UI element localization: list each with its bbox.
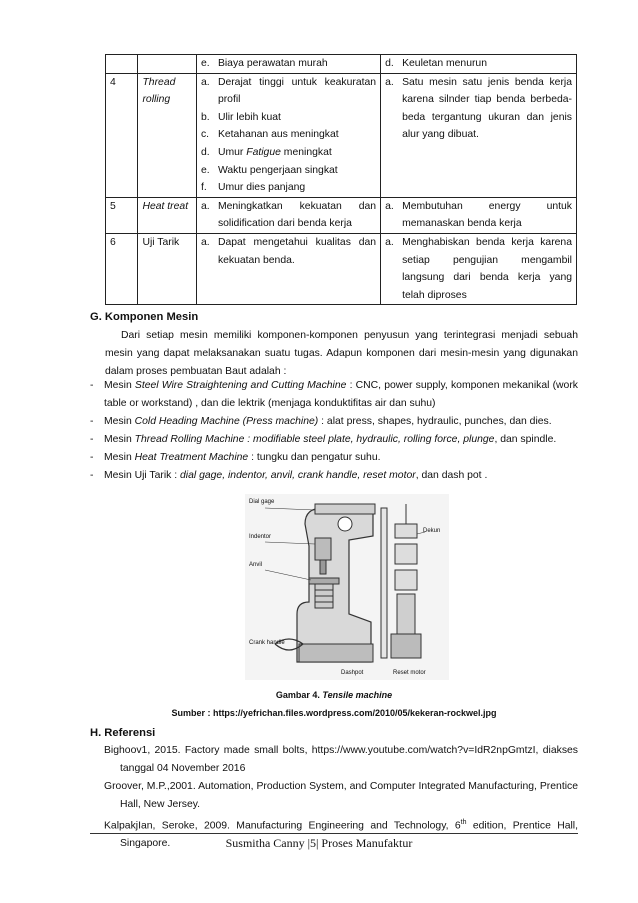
section-heading-g: G. Komponen Mesin xyxy=(90,311,199,323)
list-marker: d. xyxy=(385,58,394,69)
tensile-machine-illustration xyxy=(245,494,449,680)
figure-label: Anvil xyxy=(249,562,263,568)
advantage-item: Biaya perawatan murah xyxy=(217,58,328,69)
disadvantage-item: Membutuhan energy untuk memanaskan benda kerja xyxy=(402,200,572,230)
figure-label: Dashpot xyxy=(341,670,364,676)
component-list xyxy=(90,377,578,485)
process-name: Uji Tarik xyxy=(138,233,196,304)
section-g-intro: Dari setiap mesin memiliki komponen-komponen penyusun yang terintegrasi menjadi sebuah mesin yang dapat melaksanakan suatu tugas. Adapun komponen dari mesin-mesin yang digunakan dalam proses pembuatan Baut adalah : xyxy=(105,330,578,377)
list-item: - Mesin Heat Treatment Machine : tungku dan pengatur suhu. xyxy=(90,452,381,463)
table-row xyxy=(106,233,577,304)
figure-caption: Gambar 4. Tensile machine xyxy=(275,690,393,700)
figure-label: Crank handle xyxy=(249,640,285,646)
advantages-cell: a. Dapat mengetahui kualitas dan kekuatan benda. xyxy=(196,233,380,304)
disadvantages-cell: a. Menghabiskan benda kerja karena setiap pengujian mengambil langsung dari benda kerja yang telah diproses xyxy=(381,233,577,304)
figure-label: Dekun xyxy=(423,528,441,534)
advantage-item: Ketahanan aus meningkat xyxy=(217,129,339,141)
disadvantage-item: Keuletan menurun xyxy=(402,58,487,69)
advantage-item: Umur Fatigue meningkat xyxy=(217,146,332,158)
advantage-item: Meningkatkan kekuatan dan solidification dari benda kerja xyxy=(217,200,377,230)
figure-label: Reset motor xyxy=(393,670,426,676)
process-name: Heat treat xyxy=(138,197,196,233)
advantages-cell: a. Meningkatkan kekuatan dan solidification dari benda kerja xyxy=(196,197,380,233)
table-row xyxy=(106,197,577,233)
table-row xyxy=(106,73,577,197)
list-item: - Mesin Steel Wire Straightening and Cutting Machine : CNC, power supply, komponen mekanikal (work table or workstand) , dan die lektrik (menjaga konduktifitas air dan suhu) xyxy=(90,380,578,409)
tensile-machine-figure xyxy=(245,494,449,680)
disadvantages-cell: a. Membutuhan energy untuk memanaskan benda kerja xyxy=(381,197,577,233)
process-name: Thread rolling xyxy=(138,73,196,197)
list-item: - Mesin Uji Tarik : dial gage, indentor, anvil, crank handle, reset motor, dan dash pot . xyxy=(90,470,488,481)
disadvantage-item: Satu mesin satu jenis benda kerja karena silnder tiap benda berbeda-beda tergantung ukuran dan jenis alur yang dibuat. xyxy=(402,76,572,141)
footer-divider xyxy=(90,833,578,834)
advantages-cell: a. Derajat tinggi untuk keakuratan profil b. Ulir lebih kuat c. Ketahanan aus meningkat d. Umur Fatigue meningkat e. Waktu pengerjaan singkat f. Umur dies panjang xyxy=(196,73,380,197)
advantage-item: Ulir lebih kuat xyxy=(217,111,281,123)
table-row xyxy=(106,55,577,74)
list-marker: e. xyxy=(200,58,210,69)
section-heading-h: H. Referensi xyxy=(90,727,156,739)
process-table xyxy=(105,54,577,305)
row-number: 5 xyxy=(106,197,138,233)
list-item: - Mesin Cold Heading Machine (Press machine) : alat press, shapes, hydraulic, punches, dan dies. xyxy=(90,416,552,427)
list-item: - Mesin Thread Rolling Machine : modifiable steel plate, hydraulic, rolling force, plunge, dan spindle. xyxy=(90,434,557,445)
advantage-item: Derajat tinggi untuk keakuratan profil xyxy=(217,76,377,106)
reference-item: Bighoov1, 2015. Factory made small bolts, https://www.youtube.com/watch?v=IdR2npGmtzI, diakses tanggal 04 November 2016 xyxy=(104,745,578,774)
advantage-item: Waktu pengerjaan singkat xyxy=(217,164,338,176)
disadvantages-cell: a. Satu mesin satu jenis benda kerja karena silnder tiap benda berbeda-beda tergantung ukuran dan jenis alur yang dibuat. xyxy=(381,73,577,197)
figure-source: Sumber : https://yefrichan.files.wordpress.com/2010/05/kekeran-rockwel.jpg xyxy=(171,708,497,718)
advantage-item: Umur dies panjang xyxy=(217,182,306,194)
reference-item: Groover, M.P.,2001. Automation, Production System, and Computer Integrated Manufacturing, Prentice Hall, New Jersey. xyxy=(104,781,578,810)
figure-label: Dial gage xyxy=(249,499,275,505)
figure-label: Indentor xyxy=(249,534,272,540)
row-number: 6 xyxy=(106,233,138,304)
row-number: 4 xyxy=(106,73,138,197)
reference-item: KalpakjIan, Seroke, 2009. Manufacturing Engineering and Technology, 6th edition, Prentice Hall, Singapore. xyxy=(104,819,578,850)
disadvantage-item: Menghabiskan benda kerja karena setiap pengujian mengambil langsung dari benda kerja yang telah diproses xyxy=(402,236,572,301)
advantage-item: Dapat mengetahui kualitas dan kekuatan benda. xyxy=(217,236,377,266)
page-footer: Susmitha Canny |5| Proses Manufaktur xyxy=(225,836,413,850)
